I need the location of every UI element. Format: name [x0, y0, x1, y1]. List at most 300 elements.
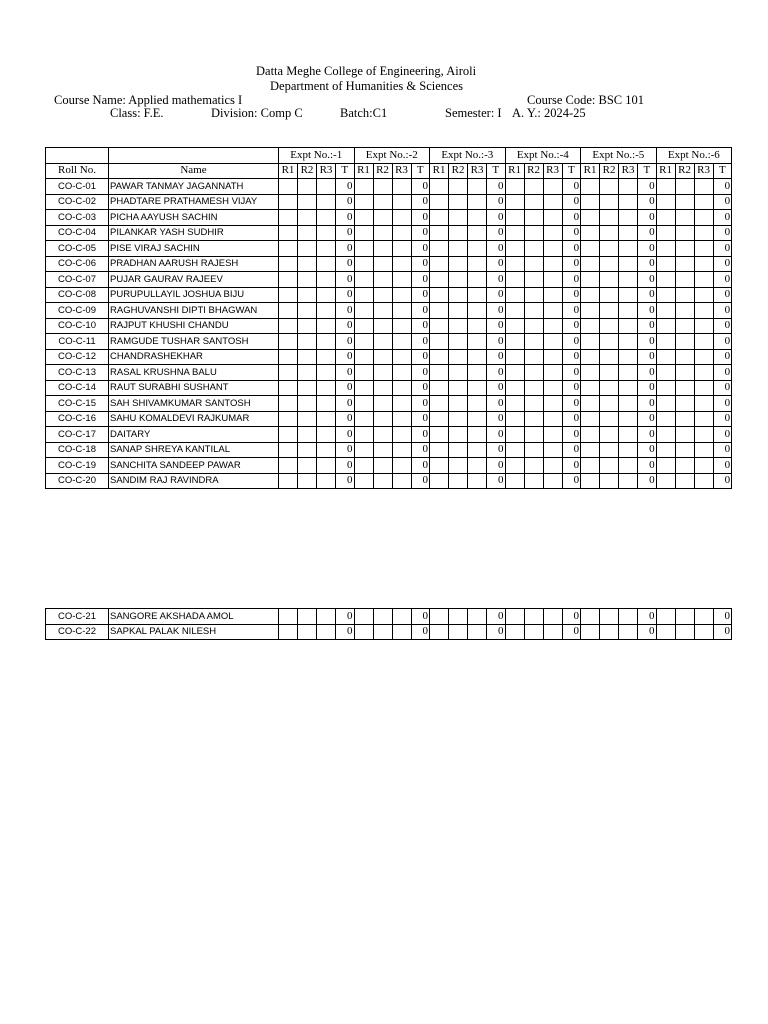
- mark-cell[interactable]: [468, 318, 487, 334]
- mark-cell[interactable]: [619, 179, 638, 195]
- mark-cell[interactable]: [505, 380, 524, 396]
- mark-cell[interactable]: [694, 458, 713, 474]
- mark-cell[interactable]: [524, 396, 543, 412]
- mark-cell[interactable]: [279, 349, 298, 365]
- mark-cell[interactable]: [279, 303, 298, 319]
- mark-cell[interactable]: [581, 609, 600, 625]
- mark-cell[interactable]: [694, 624, 713, 640]
- mark-cell[interactable]: [524, 334, 543, 350]
- mark-cell[interactable]: [524, 442, 543, 458]
- mark-cell[interactable]: [392, 194, 411, 210]
- mark-cell[interactable]: [298, 272, 317, 288]
- mark-cell[interactable]: [392, 349, 411, 365]
- mark-cell[interactable]: [298, 365, 317, 381]
- mark-cell[interactable]: [279, 458, 298, 474]
- mark-cell[interactable]: [317, 179, 336, 195]
- mark-cell[interactable]: [694, 473, 713, 489]
- mark-cell[interactable]: [298, 303, 317, 319]
- mark-cell[interactable]: [505, 473, 524, 489]
- mark-cell[interactable]: [468, 473, 487, 489]
- mark-cell[interactable]: [600, 210, 619, 226]
- mark-cell[interactable]: [505, 256, 524, 272]
- mark-cell[interactable]: [449, 256, 468, 272]
- mark-cell[interactable]: [449, 396, 468, 412]
- mark-cell[interactable]: [600, 609, 619, 625]
- mark-cell[interactable]: [600, 225, 619, 241]
- mark-cell[interactable]: [354, 287, 373, 303]
- mark-cell[interactable]: [656, 473, 675, 489]
- mark-cell[interactable]: [694, 365, 713, 381]
- mark-cell[interactable]: [373, 272, 392, 288]
- mark-cell[interactable]: [694, 287, 713, 303]
- mark-cell[interactable]: [656, 272, 675, 288]
- mark-cell[interactable]: [505, 241, 524, 257]
- mark-cell[interactable]: [505, 225, 524, 241]
- mark-cell[interactable]: [468, 380, 487, 396]
- mark-cell[interactable]: [619, 287, 638, 303]
- mark-cell[interactable]: [354, 256, 373, 272]
- mark-cell[interactable]: [524, 365, 543, 381]
- mark-cell[interactable]: [430, 427, 449, 443]
- mark-cell[interactable]: [656, 365, 675, 381]
- mark-cell[interactable]: [543, 241, 562, 257]
- mark-cell[interactable]: [581, 272, 600, 288]
- mark-cell[interactable]: [619, 241, 638, 257]
- mark-cell[interactable]: [449, 427, 468, 443]
- mark-cell[interactable]: [694, 272, 713, 288]
- mark-cell[interactable]: [354, 318, 373, 334]
- mark-cell[interactable]: [373, 194, 392, 210]
- mark-cell[interactable]: [543, 365, 562, 381]
- mark-cell[interactable]: [279, 194, 298, 210]
- mark-cell[interactable]: [373, 624, 392, 640]
- mark-cell[interactable]: [619, 380, 638, 396]
- mark-cell[interactable]: [298, 318, 317, 334]
- mark-cell[interactable]: [279, 411, 298, 427]
- mark-cell[interactable]: [430, 380, 449, 396]
- mark-cell[interactable]: [524, 303, 543, 319]
- mark-cell[interactable]: [505, 442, 524, 458]
- mark-cell[interactable]: [392, 365, 411, 381]
- mark-cell[interactable]: [373, 210, 392, 226]
- mark-cell[interactable]: [694, 411, 713, 427]
- mark-cell[interactable]: [468, 225, 487, 241]
- mark-cell[interactable]: [279, 396, 298, 412]
- mark-cell[interactable]: [298, 442, 317, 458]
- mark-cell[interactable]: [298, 287, 317, 303]
- mark-cell[interactable]: [298, 396, 317, 412]
- mark-cell[interactable]: [581, 318, 600, 334]
- mark-cell[interactable]: [600, 349, 619, 365]
- mark-cell[interactable]: [317, 225, 336, 241]
- mark-cell[interactable]: [317, 241, 336, 257]
- mark-cell[interactable]: [543, 210, 562, 226]
- mark-cell[interactable]: [524, 210, 543, 226]
- mark-cell[interactable]: [298, 473, 317, 489]
- mark-cell[interactable]: [656, 349, 675, 365]
- mark-cell[interactable]: [392, 396, 411, 412]
- mark-cell[interactable]: [392, 609, 411, 625]
- mark-cell[interactable]: [505, 179, 524, 195]
- mark-cell[interactable]: [373, 287, 392, 303]
- mark-cell[interactable]: [581, 179, 600, 195]
- mark-cell[interactable]: [600, 380, 619, 396]
- mark-cell[interactable]: [468, 179, 487, 195]
- mark-cell[interactable]: [449, 442, 468, 458]
- mark-cell[interactable]: [675, 396, 694, 412]
- mark-cell[interactable]: [656, 194, 675, 210]
- mark-cell[interactable]: [298, 624, 317, 640]
- mark-cell[interactable]: [373, 380, 392, 396]
- mark-cell[interactable]: [505, 411, 524, 427]
- mark-cell[interactable]: [468, 272, 487, 288]
- mark-cell[interactable]: [468, 442, 487, 458]
- mark-cell[interactable]: [354, 411, 373, 427]
- mark-cell[interactable]: [354, 396, 373, 412]
- mark-cell[interactable]: [468, 334, 487, 350]
- mark-cell[interactable]: [675, 256, 694, 272]
- mark-cell[interactable]: [298, 334, 317, 350]
- mark-cell[interactable]: [373, 349, 392, 365]
- mark-cell[interactable]: [354, 442, 373, 458]
- mark-cell[interactable]: [279, 256, 298, 272]
- mark-cell[interactable]: [373, 473, 392, 489]
- mark-cell[interactable]: [656, 225, 675, 241]
- mark-cell[interactable]: [543, 427, 562, 443]
- mark-cell[interactable]: [449, 287, 468, 303]
- mark-cell[interactable]: [279, 442, 298, 458]
- mark-cell[interactable]: [373, 225, 392, 241]
- mark-cell[interactable]: [430, 256, 449, 272]
- mark-cell[interactable]: [600, 458, 619, 474]
- mark-cell[interactable]: [524, 318, 543, 334]
- mark-cell[interactable]: [392, 318, 411, 334]
- mark-cell[interactable]: [675, 318, 694, 334]
- mark-cell[interactable]: [619, 624, 638, 640]
- mark-cell[interactable]: [373, 318, 392, 334]
- mark-cell[interactable]: [468, 609, 487, 625]
- mark-cell[interactable]: [430, 458, 449, 474]
- mark-cell[interactable]: [694, 241, 713, 257]
- mark-cell[interactable]: [449, 411, 468, 427]
- mark-cell[interactable]: [392, 334, 411, 350]
- mark-cell[interactable]: [581, 225, 600, 241]
- mark-cell[interactable]: [581, 458, 600, 474]
- mark-cell[interactable]: [279, 334, 298, 350]
- mark-cell[interactable]: [543, 318, 562, 334]
- mark-cell[interactable]: [354, 241, 373, 257]
- mark-cell[interactable]: [430, 473, 449, 489]
- mark-cell[interactable]: [468, 427, 487, 443]
- mark-cell[interactable]: [675, 194, 694, 210]
- mark-cell[interactable]: [543, 380, 562, 396]
- mark-cell[interactable]: [430, 303, 449, 319]
- mark-cell[interactable]: [581, 194, 600, 210]
- mark-cell[interactable]: [505, 194, 524, 210]
- mark-cell[interactable]: [600, 334, 619, 350]
- mark-cell[interactable]: [449, 272, 468, 288]
- mark-cell[interactable]: [298, 194, 317, 210]
- mark-cell[interactable]: [675, 624, 694, 640]
- mark-cell[interactable]: [675, 241, 694, 257]
- mark-cell[interactable]: [581, 380, 600, 396]
- mark-cell[interactable]: [581, 411, 600, 427]
- mark-cell[interactable]: [392, 427, 411, 443]
- mark-cell[interactable]: [524, 179, 543, 195]
- mark-cell[interactable]: [505, 210, 524, 226]
- mark-cell[interactable]: [279, 473, 298, 489]
- mark-cell[interactable]: [505, 272, 524, 288]
- mark-cell[interactable]: [543, 303, 562, 319]
- mark-cell[interactable]: [279, 225, 298, 241]
- mark-cell[interactable]: [430, 624, 449, 640]
- mark-cell[interactable]: [543, 473, 562, 489]
- mark-cell[interactable]: [656, 303, 675, 319]
- mark-cell[interactable]: [468, 210, 487, 226]
- mark-cell[interactable]: [430, 225, 449, 241]
- mark-cell[interactable]: [656, 411, 675, 427]
- mark-cell[interactable]: [392, 272, 411, 288]
- mark-cell[interactable]: [354, 427, 373, 443]
- mark-cell[interactable]: [524, 194, 543, 210]
- mark-cell[interactable]: [505, 458, 524, 474]
- mark-cell[interactable]: [449, 194, 468, 210]
- mark-cell[interactable]: [468, 349, 487, 365]
- mark-cell[interactable]: [619, 194, 638, 210]
- mark-cell[interactable]: [581, 256, 600, 272]
- mark-cell[interactable]: [694, 179, 713, 195]
- mark-cell[interactable]: [656, 210, 675, 226]
- mark-cell[interactable]: [694, 334, 713, 350]
- mark-cell[interactable]: [317, 411, 336, 427]
- mark-cell[interactable]: [298, 241, 317, 257]
- mark-cell[interactable]: [675, 473, 694, 489]
- mark-cell[interactable]: [581, 287, 600, 303]
- mark-cell[interactable]: [298, 411, 317, 427]
- mark-cell[interactable]: [619, 365, 638, 381]
- mark-cell[interactable]: [392, 624, 411, 640]
- mark-cell[interactable]: [373, 179, 392, 195]
- mark-cell[interactable]: [581, 442, 600, 458]
- mark-cell[interactable]: [656, 179, 675, 195]
- mark-cell[interactable]: [600, 318, 619, 334]
- mark-cell[interactable]: [449, 303, 468, 319]
- mark-cell[interactable]: [600, 396, 619, 412]
- mark-cell[interactable]: [619, 427, 638, 443]
- mark-cell[interactable]: [694, 225, 713, 241]
- mark-cell[interactable]: [279, 365, 298, 381]
- mark-cell[interactable]: [581, 365, 600, 381]
- mark-cell[interactable]: [675, 380, 694, 396]
- mark-cell[interactable]: [675, 287, 694, 303]
- mark-cell[interactable]: [581, 349, 600, 365]
- mark-cell[interactable]: [449, 365, 468, 381]
- mark-cell[interactable]: [354, 624, 373, 640]
- mark-cell[interactable]: [524, 411, 543, 427]
- mark-cell[interactable]: [354, 458, 373, 474]
- mark-cell[interactable]: [543, 396, 562, 412]
- mark-cell[interactable]: [354, 194, 373, 210]
- mark-cell[interactable]: [449, 349, 468, 365]
- mark-cell[interactable]: [317, 380, 336, 396]
- mark-cell[interactable]: [298, 349, 317, 365]
- mark-cell[interactable]: [468, 194, 487, 210]
- mark-cell[interactable]: [505, 334, 524, 350]
- mark-cell[interactable]: [354, 210, 373, 226]
- mark-cell[interactable]: [449, 458, 468, 474]
- mark-cell[interactable]: [449, 473, 468, 489]
- mark-cell[interactable]: [619, 473, 638, 489]
- mark-cell[interactable]: [373, 396, 392, 412]
- mark-cell[interactable]: [656, 256, 675, 272]
- mark-cell[interactable]: [373, 442, 392, 458]
- mark-cell[interactable]: [656, 609, 675, 625]
- mark-cell[interactable]: [279, 609, 298, 625]
- mark-cell[interactable]: [373, 303, 392, 319]
- mark-cell[interactable]: [675, 272, 694, 288]
- mark-cell[interactable]: [505, 609, 524, 625]
- mark-cell[interactable]: [656, 396, 675, 412]
- mark-cell[interactable]: [468, 411, 487, 427]
- mark-cell[interactable]: [581, 396, 600, 412]
- mark-cell[interactable]: [354, 179, 373, 195]
- mark-cell[interactable]: [449, 624, 468, 640]
- mark-cell[interactable]: [581, 303, 600, 319]
- mark-cell[interactable]: [543, 442, 562, 458]
- mark-cell[interactable]: [354, 303, 373, 319]
- mark-cell[interactable]: [430, 318, 449, 334]
- mark-cell[interactable]: [524, 458, 543, 474]
- mark-cell[interactable]: [524, 349, 543, 365]
- mark-cell[interactable]: [373, 241, 392, 257]
- mark-cell[interactable]: [317, 287, 336, 303]
- mark-cell[interactable]: [505, 287, 524, 303]
- mark-cell[interactable]: [468, 241, 487, 257]
- mark-cell[interactable]: [694, 396, 713, 412]
- mark-cell[interactable]: [543, 194, 562, 210]
- mark-cell[interactable]: [600, 194, 619, 210]
- mark-cell[interactable]: [619, 256, 638, 272]
- mark-cell[interactable]: [317, 458, 336, 474]
- mark-cell[interactable]: [524, 287, 543, 303]
- mark-cell[interactable]: [543, 349, 562, 365]
- mark-cell[interactable]: [373, 458, 392, 474]
- mark-cell[interactable]: [694, 318, 713, 334]
- mark-cell[interactable]: [298, 427, 317, 443]
- mark-cell[interactable]: [373, 365, 392, 381]
- mark-cell[interactable]: [675, 303, 694, 319]
- mark-cell[interactable]: [317, 609, 336, 625]
- mark-cell[interactable]: [694, 303, 713, 319]
- mark-cell[interactable]: [392, 473, 411, 489]
- mark-cell[interactable]: [392, 256, 411, 272]
- mark-cell[interactable]: [468, 256, 487, 272]
- mark-cell[interactable]: [317, 365, 336, 381]
- mark-cell[interactable]: [354, 609, 373, 625]
- mark-cell[interactable]: [619, 225, 638, 241]
- mark-cell[interactable]: [675, 458, 694, 474]
- mark-cell[interactable]: [543, 624, 562, 640]
- mark-cell[interactable]: [279, 179, 298, 195]
- mark-cell[interactable]: [619, 349, 638, 365]
- mark-cell[interactable]: [694, 194, 713, 210]
- mark-cell[interactable]: [317, 210, 336, 226]
- mark-cell[interactable]: [430, 349, 449, 365]
- mark-cell[interactable]: [317, 427, 336, 443]
- mark-cell[interactable]: [675, 365, 694, 381]
- mark-cell[interactable]: [392, 210, 411, 226]
- mark-cell[interactable]: [317, 442, 336, 458]
- mark-cell[interactable]: [619, 303, 638, 319]
- mark-cell[interactable]: [392, 380, 411, 396]
- mark-cell[interactable]: [600, 427, 619, 443]
- mark-cell[interactable]: [619, 396, 638, 412]
- mark-cell[interactable]: [317, 334, 336, 350]
- mark-cell[interactable]: [505, 624, 524, 640]
- mark-cell[interactable]: [298, 458, 317, 474]
- mark-cell[interactable]: [317, 272, 336, 288]
- mark-cell[interactable]: [675, 349, 694, 365]
- mark-cell[interactable]: [600, 365, 619, 381]
- mark-cell[interactable]: [449, 609, 468, 625]
- mark-cell[interactable]: [430, 194, 449, 210]
- mark-cell[interactable]: [317, 194, 336, 210]
- mark-cell[interactable]: [581, 334, 600, 350]
- mark-cell[interactable]: [505, 427, 524, 443]
- mark-cell[interactable]: [543, 272, 562, 288]
- mark-cell[interactable]: [694, 210, 713, 226]
- mark-cell[interactable]: [543, 334, 562, 350]
- mark-cell[interactable]: [279, 624, 298, 640]
- mark-cell[interactable]: [543, 179, 562, 195]
- mark-cell[interactable]: [543, 225, 562, 241]
- mark-cell[interactable]: [619, 210, 638, 226]
- mark-cell[interactable]: [298, 225, 317, 241]
- mark-cell[interactable]: [430, 442, 449, 458]
- mark-cell[interactable]: [656, 458, 675, 474]
- mark-cell[interactable]: [619, 272, 638, 288]
- mark-cell[interactable]: [675, 442, 694, 458]
- mark-cell[interactable]: [430, 241, 449, 257]
- mark-cell[interactable]: [675, 609, 694, 625]
- mark-cell[interactable]: [581, 624, 600, 640]
- mark-cell[interactable]: [449, 318, 468, 334]
- mark-cell[interactable]: [600, 179, 619, 195]
- mark-cell[interactable]: [279, 380, 298, 396]
- mark-cell[interactable]: [354, 349, 373, 365]
- mark-cell[interactable]: [619, 334, 638, 350]
- mark-cell[interactable]: [392, 287, 411, 303]
- mark-cell[interactable]: [468, 624, 487, 640]
- mark-cell[interactable]: [619, 318, 638, 334]
- mark-cell[interactable]: [392, 442, 411, 458]
- mark-cell[interactable]: [656, 380, 675, 396]
- mark-cell[interactable]: [317, 303, 336, 319]
- mark-cell[interactable]: [468, 365, 487, 381]
- mark-cell[interactable]: [543, 458, 562, 474]
- mark-cell[interactable]: [279, 241, 298, 257]
- mark-cell[interactable]: [373, 411, 392, 427]
- mark-cell[interactable]: [354, 334, 373, 350]
- mark-cell[interactable]: [317, 396, 336, 412]
- mark-cell[interactable]: [298, 609, 317, 625]
- mark-cell[interactable]: [317, 349, 336, 365]
- mark-cell[interactable]: [392, 225, 411, 241]
- mark-cell[interactable]: [505, 365, 524, 381]
- mark-cell[interactable]: [656, 427, 675, 443]
- mark-cell[interactable]: [279, 318, 298, 334]
- mark-cell[interactable]: [600, 442, 619, 458]
